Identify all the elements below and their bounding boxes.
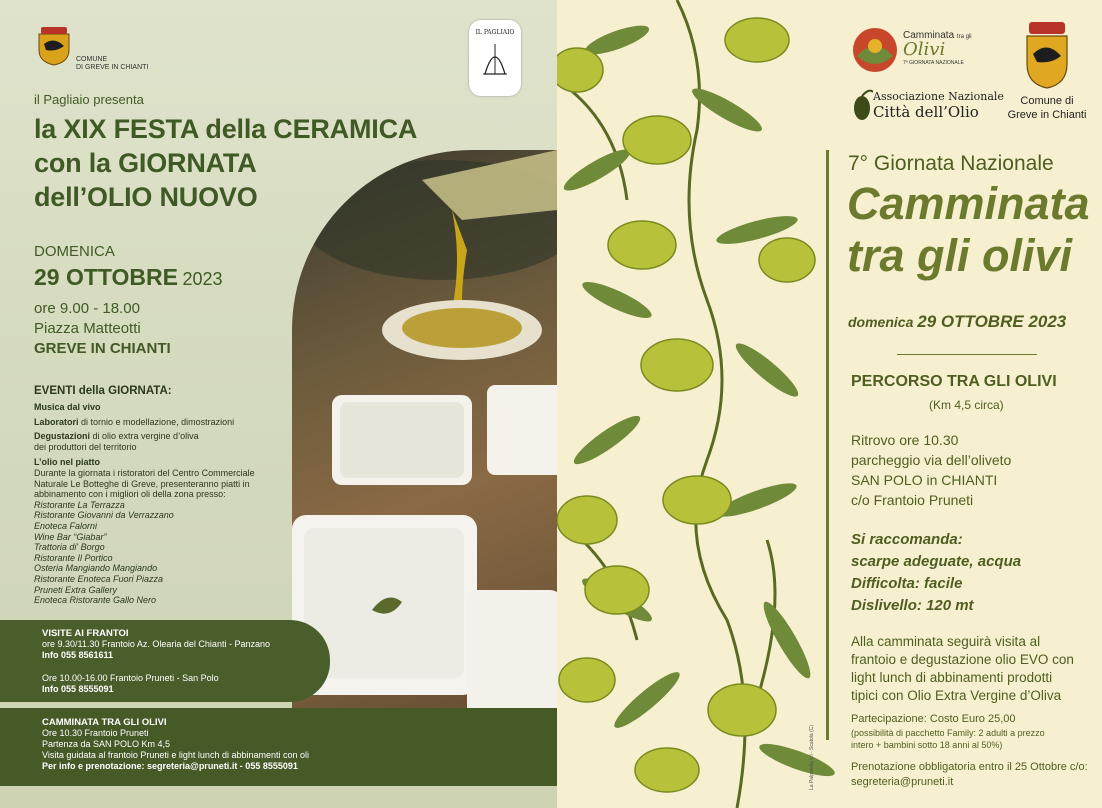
family-note: (possibilità di pacchetto Family: 2 adulti a prezzo intero + bambini sotto 18 anni al 50%) [851, 728, 1045, 750]
oil-pour-illustration [292, 150, 557, 780]
restaurant-item: Ristorante La Terrazza [34, 499, 125, 510]
restaurant-item: Pruneti Extra Gallery [34, 584, 118, 595]
partecipazione-line: Partecipazione: Costo Euro 25,00 [851, 713, 1016, 725]
olive-logo-icon [851, 88, 873, 122]
email-link[interactable]: segreteria@pruneti.it [851, 776, 954, 788]
events-title: EVENTI della GIORNATA: [34, 385, 172, 397]
haystack-icon [469, 36, 521, 84]
comune-label: COMUNE DI GREVE IN CHIANTI [76, 56, 149, 71]
restaurant-item: Enoteca Ristorante Gallo Nero [34, 595, 157, 606]
associazione-label: Associazione Nazionale Città dell’Olio [873, 90, 1004, 121]
date-label: 29 OTTOBRE 2023 [34, 264, 223, 290]
restaurant-item: Wine Bar “Giabar” [34, 531, 107, 542]
presenta-line: il Pagliaio presenta [34, 92, 144, 107]
raccomanda-block: Si raccomanda: scarpe adeguate, acqua Difficolta: facile Dislivello: 120 mt [851, 531, 1022, 614]
frantoi-band: VISITE AI FRANTOI ore 9.30/11.30 Frantoio Az. Olearia del Chianti - Panzano Info 055 8561611 Ore 10.00-16.00 Frantoio Pruneti - San Polo Info 055 8555091 [0, 620, 330, 702]
main-title: la XIX FESTA della CERAMICA con la GIORNATA dell’OLIO NUOVO [34, 114, 418, 212]
restaurant-item: Ristorante Il Portico [34, 552, 113, 563]
camminata-band: CAMMINATA TRA GLI OLIVI Ore 10.30 Frantoio Pruneti Partenza da SAN POLO Km 4,5 Visita guidata al frantoio Pruneti e light lunch di abbinamenti con oli Per info e prenotazione: segreteria@pruneti.it - 055 8555091 [0, 708, 557, 786]
comune-greve-label: Comune di Greve in Chianti [1007, 95, 1087, 121]
giornata-label: 7° Giornata Nazionale [848, 152, 1054, 175]
credit-text: La Palpatella srl - Scatola (C) [809, 724, 815, 790]
pagliaio-logo: IL PAGLIAIO [469, 20, 521, 96]
camminata-logo-text: Camminata tra gli Olivi 7ª GIORNATA NAZIONALE [903, 30, 972, 66]
prenotazione-block: Prenotazione obbligatoria entro il 25 Ottobre c/o: segreteria@pruneti.it [851, 761, 1088, 788]
olive-oil-photo [292, 150, 557, 780]
vertical-divider [826, 150, 829, 740]
camminata-title: Camminata tra gli olivi [847, 178, 1090, 281]
camminata-logo-icon [851, 26, 899, 74]
percorso-title: PERCORSO TRA GLI OLIVI [851, 373, 1057, 390]
restaurant-item: Trattoria di' Borgo [34, 542, 105, 553]
greve-crest-icon [1025, 20, 1069, 90]
events-list: Musica dal vivo Laboratori di tornio e modellazione, dimostrazioni Degustazioni di olio extra vergine d’oliva dei produttori del territorio L’olio nel piatto Durante la giornata i ristoratori del Centro Commerciale Naturale Le Botteghe di Greve, presenteranno piatti in abbinamento con i migliori oli della zona presso: Ristorante La Terrazza Ristorante Giovanni da Verrazzano Enoteca Falorni Wine Bar “Giabar” Trattoria di' Borgo Ristorante Il Portico Osteria Mangiando Mangiando Ristorante Enoteca Fuori Piazza Pruneti Extra Gallery Enoteca Ristorante Gallo Nero [34, 402, 294, 606]
visita-block: Alla camminata seguirà visita al frantoio e degustazione olio EVO con light lunch di abbinamenti prodotti tipici con Olio Extra Vergine d’Oliva [851, 634, 1074, 703]
right-poster [557, 0, 1102, 808]
restaurant-item: Ristorante Giovanni da Verrazzano [34, 510, 174, 521]
restaurant-item: Osteria Mangiando Mangiando [34, 563, 158, 574]
date-line: domenica 29 OTTOBRE 2023 [848, 312, 1067, 331]
olive-branch-decoration [557, 0, 837, 808]
time-place: ore 9.00 - 18.00 Piazza Matteotti GREVE IN CHIANTI [34, 300, 171, 357]
km-label: (Km 4,5 circa) [929, 398, 1004, 412]
ritrovo-block: Ritrovo ore 10.30 parcheggio via dell’oliveto SAN POLO in CHIANTI c/o Frantoio Pruneti [851, 432, 1012, 508]
restaurant-item: Ristorante Enoteca Fuori Piazza [34, 573, 164, 584]
crest-icon [36, 24, 72, 66]
date-divider [897, 354, 1037, 355]
restaurant-item: Enoteca Falorni [34, 520, 98, 531]
day-label: DOMENICA [34, 243, 115, 260]
